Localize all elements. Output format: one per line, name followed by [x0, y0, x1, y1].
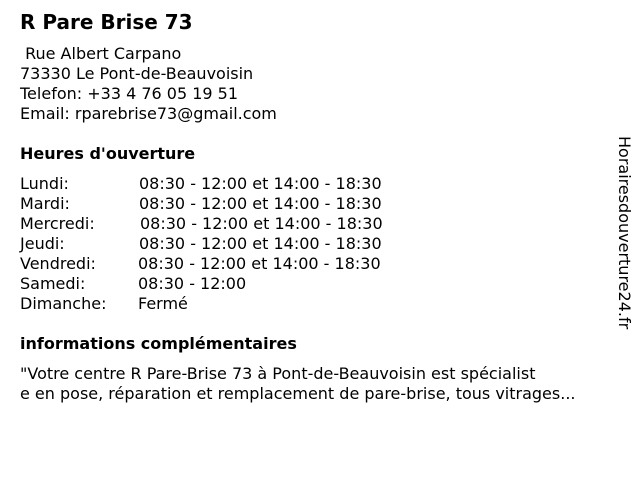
hours-row-thursday — [20, 234, 383, 254]
additional-info-heading: informations complémentaires — [20, 334, 297, 353]
address-city: 73330 Le Pont-de-Beauvoisin — [20, 64, 254, 83]
hours-value: 08:30 - 12:00 et 14:00 - 18:30 — [139, 194, 382, 213]
hours-value: Fermé — [138, 294, 188, 313]
day-label: Mercredi: — [20, 214, 95, 233]
business-name: R Pare Brise 73 — [20, 10, 193, 34]
hours-row-sunday — [20, 294, 383, 314]
contact-block — [20, 44, 277, 124]
day-label: Samedi: — [20, 274, 86, 293]
hours-value: 08:30 - 12:00 et 14:00 - 18:30 — [138, 254, 381, 273]
hours-row-tuesday — [20, 194, 383, 214]
info-line: e en pose, réparation et remplacement de pare-brise, tous vitrages... — [20, 384, 576, 403]
info-line: "Votre centre R Pare-Brise 73 à Pont-de-Beauvoisin est spécialist — [20, 364, 536, 383]
opening-hours-table — [20, 174, 383, 314]
opening-hours-heading: Heures d'ouverture — [20, 144, 196, 163]
hours-value: 08:30 - 12:00 et 14:00 - 18:30 — [140, 214, 383, 233]
hours-value: 08:30 - 12:00 — [138, 274, 247, 293]
day-label: Dimanche: — [20, 294, 107, 313]
email-line: Email: rparebrise73@gmail.com — [20, 104, 277, 123]
hours-value: 08:30 - 12:00 et 14:00 - 18:30 — [139, 174, 382, 193]
additional-info-text — [20, 364, 630, 404]
address-street: Rue Albert Carpano — [20, 44, 182, 63]
phone-line: Telefon: +33 4 76 05 19 51 — [20, 84, 239, 103]
day-label: Mardi: — [20, 194, 70, 213]
day-label: Lundi: — [20, 174, 69, 193]
hours-row-friday — [20, 254, 383, 274]
hours-row-saturday — [20, 274, 383, 294]
site-watermark: Horairesdouverture24.fr — [615, 136, 634, 330]
day-label: Vendredi: — [20, 254, 96, 273]
hours-row-wednesday — [20, 214, 383, 234]
hours-value: 08:30 - 12:00 et 14:00 - 18:30 — [139, 234, 382, 253]
hours-row-monday — [20, 174, 383, 194]
day-label: Jeudi: — [20, 234, 65, 253]
